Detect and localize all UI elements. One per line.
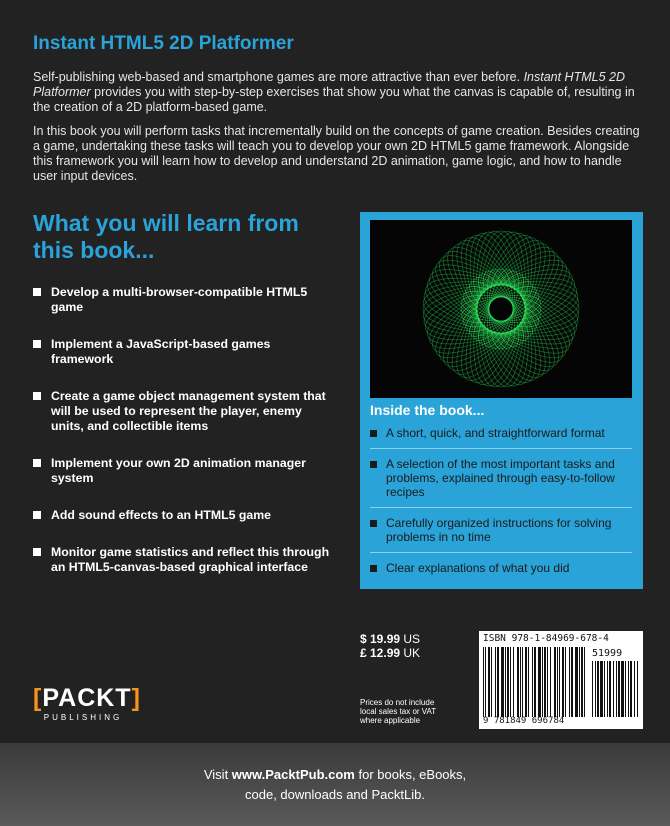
learn-item: Create a game object management system that will be used to represent the player, enemy units, and collectible items xyxy=(33,389,333,434)
inside-item: Carefully organized instructions for solving problems in no time xyxy=(370,514,632,552)
learn-item: Implement a JavaScript-based games framework xyxy=(33,337,333,367)
square-bullet-icon xyxy=(33,392,41,400)
logo-mark: [PACKT] xyxy=(33,684,141,712)
inside-heading: Inside the book... xyxy=(370,402,485,418)
intro-text xyxy=(33,70,643,193)
website-link[interactable]: www.PacktPub.com xyxy=(231,767,355,782)
footer-band xyxy=(0,743,670,826)
square-bullet-icon xyxy=(33,511,41,519)
green-spirograph-image xyxy=(370,220,632,398)
inside-the-book-panel xyxy=(360,212,643,589)
footer-line-2: code, downloads and PacktLib. xyxy=(245,787,425,802)
ean-digits: 9 781849 696784 xyxy=(483,716,565,726)
price-code: 51999 xyxy=(592,648,623,659)
square-bullet-icon xyxy=(370,520,377,527)
price-uk: £ 12.99 UK xyxy=(360,646,421,660)
spirograph-graphic xyxy=(370,220,632,398)
intro-paragraph-1: Self-publishing web-based and smartphone games are more attractive than ever before. Instant HTML5 2D Platformer provides you with step-by-step exercises that show you what the canvas is capable of, resulting in the creation of a 2D platform-based game. xyxy=(33,70,635,114)
learn-list xyxy=(33,285,333,597)
learn-item: Monitor game statistics and reflect this through an HTML5-canvas-based graphical interface xyxy=(33,545,333,575)
intro-paragraph-2: In this book you will perform tasks that incrementally build on the concepts of game creation. Besides creating a game, undertaking these tasks will teach you to develop your own 2D HTML5 game framework. Alongside this framework you will learn how to develop and understand 2D animation, game logic, and how to handle user input devices. xyxy=(33,124,640,183)
addon-barcode-bars xyxy=(592,661,638,717)
inside-list xyxy=(370,424,632,590)
inside-item: Clear explanations of what you did xyxy=(370,559,632,583)
inside-item: A selection of the most important tasks and problems, explained through easy-to-follow recipes xyxy=(370,455,632,507)
packt-logo xyxy=(33,683,141,727)
square-bullet-icon xyxy=(370,565,377,572)
square-bullet-icon xyxy=(33,459,41,467)
square-bullet-icon xyxy=(33,288,41,296)
isbn-barcode xyxy=(479,631,643,729)
price-block xyxy=(360,632,420,660)
book-title: Instant HTML5 2D Platformer xyxy=(33,33,294,54)
isbn-text: ISBN 978-1-84969-678-4 xyxy=(483,633,609,644)
learn-heading: What you will learn from this book... xyxy=(33,210,299,263)
square-bullet-icon xyxy=(33,548,41,556)
price-note: Prices do not include local sales tax or VAT where applicable xyxy=(360,698,437,725)
learn-item: Add sound effects to an HTML5 game xyxy=(33,508,333,523)
logo-subtitle: PUBLISHING xyxy=(43,713,123,722)
learn-item: Develop a multi-browser-compatible HTML5 game xyxy=(33,285,333,315)
divider xyxy=(370,507,632,508)
square-bullet-icon xyxy=(33,340,41,348)
square-bullet-icon xyxy=(370,461,377,468)
learn-item: Implement your own 2D animation manager system xyxy=(33,456,333,486)
inside-item: A short, quick, and straightforward format xyxy=(370,424,632,448)
footer-text xyxy=(0,765,670,805)
price-us: $ 19.99 US xyxy=(360,632,421,646)
barcode-bars xyxy=(483,647,587,717)
divider xyxy=(370,552,632,553)
square-bullet-icon xyxy=(370,430,377,437)
divider xyxy=(370,448,632,449)
footer-line-1: Visit www.PacktPub.com for books, eBooks, xyxy=(203,767,467,782)
